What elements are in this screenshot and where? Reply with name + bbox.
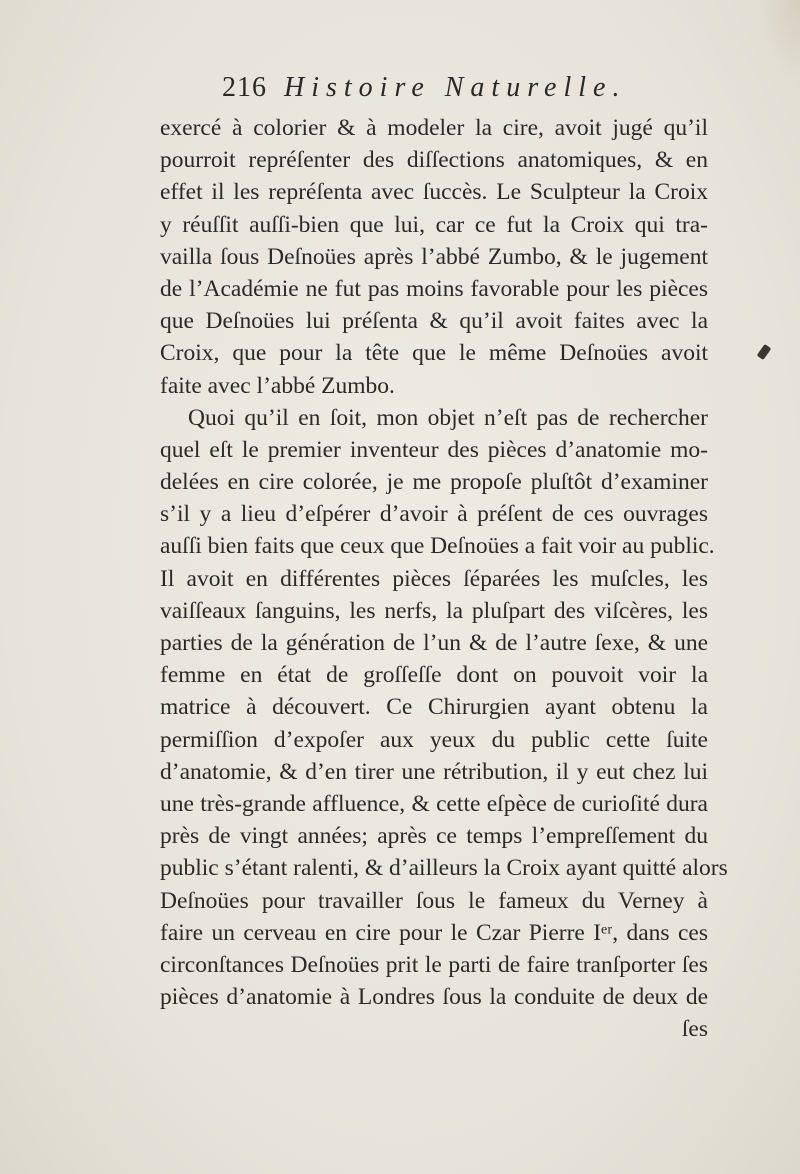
page-number: 216 [222,72,267,103]
text-line: une très-grande affluence, & cette eſpèce de curioſité dura [160,790,708,817]
text-line: public s’étant ralenti, & d’ailleurs la Croix ayant quitté alors [160,855,728,882]
body-text [160,112,728,1045]
text-line: pièces d’anatomie à Londres ſous la conduite de deux de [160,984,708,1011]
text-line: Deſnoües pour travailler ſous le fameux du Verney à [160,887,708,914]
text-line: Quoi qu’il en ſoit, mon objet n’eſt pas de rechercher [188,404,708,431]
text-line: Croix, que pour la tête que le même Deſnoües avoit [160,340,708,367]
text-line: vaiſſeaux ſanguins, les nerfs, la pluſpart des viſcères, les [160,597,708,624]
text-line: exercé à colorier & à modeler la cire, avoit jugé qu’il [160,115,708,141]
text-line: pourroit repréſenter des diſſections anatomiques, & en [160,147,708,174]
text-line: y réuſſit auſſi-bien que lui, car ce fut la Croix qui tra- [160,211,708,238]
text-line: d’anatomie, & d’en tirer une rétribution, il y eut chez lui [160,758,708,785]
text-line: femme en état de groſſeſſe dont on pouvoit voir la [160,662,708,689]
ink-mark [757,344,772,360]
text-line: delées en cire colorée, je me propoſe pluſtôt d’examiner [160,469,708,496]
text-line: auſſi bien faits que ceux que Deſnoües a fait voir au public. [160,533,715,560]
text-line: de l’Académie ne fut pas moins favorable pour les pièces [160,275,708,302]
text-line: vailla ſous Deſnoües après l’abbé Zumbo, & le jugement [160,243,708,270]
text-line: faite avec l’abbé Zumbo. [160,372,395,399]
text-line: circonſtances Deſnoües prit le parti de faire tranſporter ſes [160,951,708,978]
text-line: Il avoit en différentes pièces ſéparées les muſcles, les [160,565,708,592]
text-line: faire un cerveau en cire pour le Czar Pierre Iᵉʳ, dans ces [160,919,708,946]
text-line: permiſſion d’expoſer aux yeux du public cette ſuite [160,726,708,753]
paper-stain [760,0,800,80]
text-line: matrice à découvert. Ce Chirurgien ayant obtenu la [160,694,708,721]
text-line: s’il y a lieu d’eſpérer d’avoir à préſent de ces ouvrages [160,501,708,528]
catchword: ſes [681,1016,708,1043]
text-line: que Deſnoües lui préſenta & qu’il avoit faites avec la [160,308,708,335]
page-header [222,72,662,112]
text-line: quel eſt le premier inventeur des pièces d’anatomie mo- [160,436,708,463]
text-line: effet il les repréſenta avec ſuccès. Le Sculpteur la Croix [160,179,708,206]
text-line: près de vingt années; après ce temps l’empreſſement du [160,823,708,850]
text-line: parties de la génération de l’un & de l’autre ſexe, & une [160,630,708,656]
running-title: Histoire Naturelle. [284,72,627,103]
